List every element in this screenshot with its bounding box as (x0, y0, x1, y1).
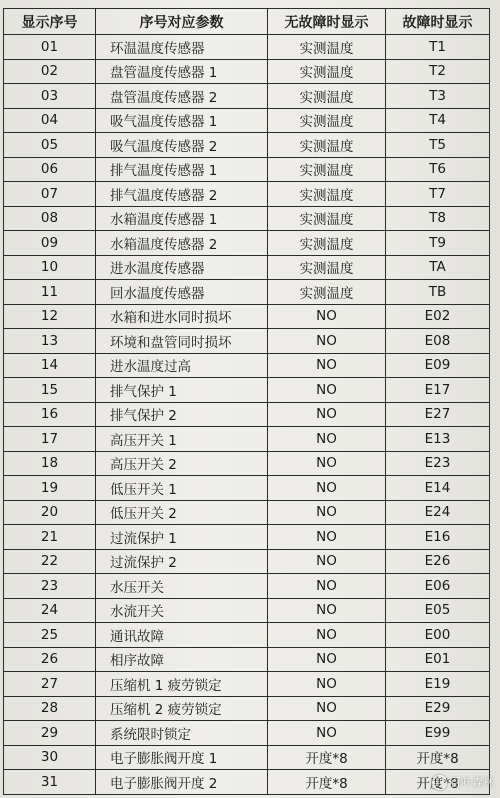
header-normal-display: 无故障时显示 (268, 9, 386, 35)
watermark (432, 774, 494, 790)
cell-normal-display: NO (268, 598, 386, 623)
cell-display-number: 31 (4, 770, 96, 795)
cell-parameter: 环境和盘管同时损坏 (96, 329, 268, 354)
header-parameter: 序号对应参数 (96, 9, 268, 35)
cell-fault-display: 开度*8 (386, 770, 490, 795)
cell-normal-display: NO (268, 378, 386, 403)
cell-display-number: 11 (4, 280, 96, 305)
cell-normal-display: NO (268, 525, 386, 550)
cell-display-number: 25 (4, 623, 96, 648)
cell-display-number: 14 (4, 353, 96, 378)
cell-parameter: 排气温度传感器 2 (96, 182, 268, 207)
cell-parameter: 水箱温度传感器 2 (96, 231, 268, 256)
cell-fault-display: T1 (386, 35, 490, 60)
cell-normal-display: NO (268, 623, 386, 648)
cell-normal-display: 实测温度 (268, 35, 386, 60)
cell-parameter: 相序故障 (96, 647, 268, 672)
cell-fault-display: E17 (386, 378, 490, 403)
cell-fault-display: E00 (386, 623, 490, 648)
table-row (4, 402, 490, 427)
cell-parameter: 高压开关 1 (96, 427, 268, 452)
table-row (4, 280, 490, 305)
cell-parameter: 电子膨胀阀开度 2 (96, 770, 268, 795)
cell-fault-display: E16 (386, 525, 490, 550)
table-row (4, 59, 490, 84)
cell-normal-display: NO (268, 500, 386, 525)
cell-parameter: 水压开关 (96, 574, 268, 599)
table-row (4, 525, 490, 550)
cell-parameter: 低压开关 1 (96, 476, 268, 501)
cell-fault-display: E05 (386, 598, 490, 623)
cell-normal-display: 实测温度 (268, 157, 386, 182)
cell-fault-display: E19 (386, 672, 490, 697)
table-row (4, 206, 490, 231)
cell-display-number: 10 (4, 255, 96, 280)
table-row (4, 304, 490, 329)
cell-parameter: 电子膨胀阀开度 1 (96, 745, 268, 770)
table-row (4, 721, 490, 746)
cell-display-number: 30 (4, 745, 96, 770)
cell-display-number: 24 (4, 598, 96, 623)
cell-normal-display: 实测温度 (268, 255, 386, 280)
table-row (4, 329, 490, 354)
cell-parameter: 低压开关 2 (96, 500, 268, 525)
cell-parameter: 盘管温度传感器 1 (96, 59, 268, 84)
cell-fault-display: E24 (386, 500, 490, 525)
cell-display-number: 20 (4, 500, 96, 525)
table-row (4, 549, 490, 574)
table-row (4, 696, 490, 721)
cell-fault-display: T4 (386, 108, 490, 133)
table-row (4, 598, 490, 623)
cell-fault-display: E14 (386, 476, 490, 501)
table-row (4, 108, 490, 133)
cell-display-number: 17 (4, 427, 96, 452)
cell-display-number: 09 (4, 231, 96, 256)
cell-fault-display: T6 (386, 157, 490, 182)
cell-normal-display: NO (268, 353, 386, 378)
cell-normal-display: NO (268, 574, 386, 599)
cell-parameter: 吸气温度传感器 2 (96, 133, 268, 158)
table-row (4, 623, 490, 648)
cell-normal-display: NO (268, 427, 386, 452)
cell-display-number: 03 (4, 84, 96, 109)
cell-normal-display: 实测温度 (268, 206, 386, 231)
table-row (4, 231, 490, 256)
cell-parameter: 通讯故障 (96, 623, 268, 648)
cell-display-number: 23 (4, 574, 96, 599)
cell-parameter: 排气温度传感器 1 (96, 157, 268, 182)
cell-fault-display: E02 (386, 304, 490, 329)
cell-parameter: 吸气温度传感器 1 (96, 108, 268, 133)
table-row (4, 672, 490, 697)
table-row (4, 427, 490, 452)
table-row (4, 476, 490, 501)
cell-normal-display: 实测温度 (268, 231, 386, 256)
cell-normal-display: 实测温度 (268, 108, 386, 133)
cell-display-number: 08 (4, 206, 96, 231)
cell-display-number: 04 (4, 108, 96, 133)
cell-parameter: 过流保护 1 (96, 525, 268, 550)
cell-fault-display: TA (386, 255, 490, 280)
cell-display-number: 01 (4, 35, 96, 60)
cell-normal-display: 实测温度 (268, 59, 386, 84)
cell-fault-display: E09 (386, 353, 490, 378)
cell-fault-display: 开度*8 (386, 745, 490, 770)
cell-display-number: 15 (4, 378, 96, 403)
cell-display-number: 26 (4, 647, 96, 672)
cell-display-number: 18 (4, 451, 96, 476)
cell-fault-display: E08 (386, 329, 490, 354)
cell-fault-display: E23 (386, 451, 490, 476)
watermark-text: 百叶森林 (450, 776, 494, 789)
cell-parameter: 排气保护 1 (96, 378, 268, 403)
cell-fault-display: E27 (386, 402, 490, 427)
cell-fault-display: E01 (386, 647, 490, 672)
table-row (4, 35, 490, 60)
cell-parameter: 压缩机 1 疲劳锁定 (96, 672, 268, 697)
table-row (4, 770, 490, 795)
table-row (4, 647, 490, 672)
cell-parameter: 盘管温度传感器 2 (96, 84, 268, 109)
cell-display-number: 27 (4, 672, 96, 697)
cell-normal-display: 实测温度 (268, 133, 386, 158)
cell-parameter: 水流开关 (96, 598, 268, 623)
cell-parameter: 水箱和进水同时损坏 (96, 304, 268, 329)
cell-parameter: 水箱温度传感器 1 (96, 206, 268, 231)
cell-normal-display: NO (268, 451, 386, 476)
table-row (4, 255, 490, 280)
cell-fault-display: T2 (386, 59, 490, 84)
cell-normal-display: NO (268, 304, 386, 329)
cell-parameter: 系统限时锁定 (96, 721, 268, 746)
fault-code-table (3, 8, 490, 795)
cell-parameter: 压缩机 2 疲劳锁定 (96, 696, 268, 721)
cell-display-number: 13 (4, 329, 96, 354)
cell-normal-display: 实测温度 (268, 182, 386, 207)
cell-fault-display: T8 (386, 206, 490, 231)
cell-parameter: 进水温度过高 (96, 353, 268, 378)
cell-fault-display: E13 (386, 427, 490, 452)
cell-fault-display: T9 (386, 231, 490, 256)
cell-display-number: 12 (4, 304, 96, 329)
cell-normal-display: NO (268, 647, 386, 672)
cell-display-number: 02 (4, 59, 96, 84)
cell-normal-display: NO (268, 721, 386, 746)
cell-fault-display: T7 (386, 182, 490, 207)
cell-parameter: 回水温度传感器 (96, 280, 268, 305)
cell-display-number: 16 (4, 402, 96, 427)
cell-display-number: 07 (4, 182, 96, 207)
cell-normal-display: NO (268, 696, 386, 721)
table-row (4, 353, 490, 378)
cell-normal-display: NO (268, 476, 386, 501)
cell-parameter: 环温温度传感器 (96, 35, 268, 60)
cell-normal-display: NO (268, 672, 386, 697)
cell-display-number: 28 (4, 696, 96, 721)
cell-normal-display: NO (268, 329, 386, 354)
table-row (4, 133, 490, 158)
table-row (4, 378, 490, 403)
cell-parameter: 进水温度传感器 (96, 255, 268, 280)
watermark-logo-icon (432, 775, 447, 790)
cell-normal-display: 开度*8 (268, 770, 386, 795)
table-row (4, 182, 490, 207)
cell-fault-display: T5 (386, 133, 490, 158)
header-display-number: 显示序号 (4, 9, 96, 35)
cell-display-number: 06 (4, 157, 96, 182)
table-row (4, 451, 490, 476)
cell-normal-display: 开度*8 (268, 745, 386, 770)
cell-normal-display: NO (268, 402, 386, 427)
cell-display-number: 29 (4, 721, 96, 746)
cell-fault-display: E29 (386, 696, 490, 721)
cell-display-number: 05 (4, 133, 96, 158)
cell-fault-display: TB (386, 280, 490, 305)
cell-fault-display: E26 (386, 549, 490, 574)
header-fault-display: 故障时显示 (386, 9, 490, 35)
cell-display-number: 19 (4, 476, 96, 501)
cell-fault-display: E06 (386, 574, 490, 599)
cell-display-number: 21 (4, 525, 96, 550)
cell-parameter: 过流保护 2 (96, 549, 268, 574)
cell-fault-display: E99 (386, 721, 490, 746)
cell-fault-display: T3 (386, 84, 490, 109)
cell-display-number: 22 (4, 549, 96, 574)
table-row (4, 745, 490, 770)
table-row (4, 84, 490, 109)
cell-parameter: 排气保护 2 (96, 402, 268, 427)
cell-normal-display: 实测温度 (268, 84, 386, 109)
cell-normal-display: NO (268, 549, 386, 574)
table-header-row (4, 9, 490, 35)
cell-parameter: 高压开关 2 (96, 451, 268, 476)
cell-normal-display: 实测温度 (268, 280, 386, 305)
table-row (4, 500, 490, 525)
table-row (4, 157, 490, 182)
table-row (4, 574, 490, 599)
